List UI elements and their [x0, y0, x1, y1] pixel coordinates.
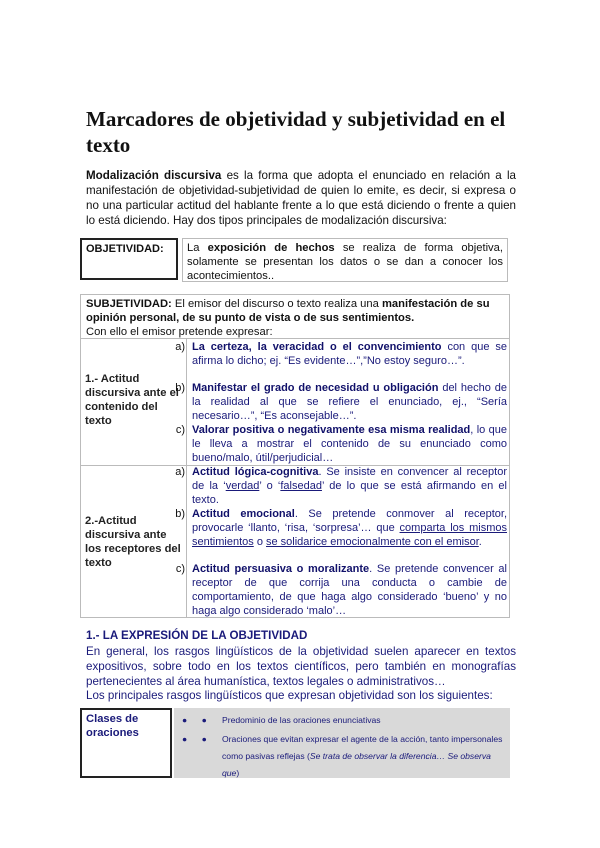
item-rest: . Se pretende convencer al receptor de que corrija una conducta o cambie de comportamiento, de que haga algo considerado ‘bueno’ y no haga algo considerado ‘malo’…	[192, 563, 507, 617]
intro-text: es la forma que adopta el enunciado en relación a la manifestación de objetividad-subjetividad de quien lo emite, es decir, si expresa o no una particular actitud del hablante frente a lo que está diciendo o frente a quien lo está diciendo. Hay dos tipos principales de modalización discursiva:	[86, 169, 517, 227]
row1-item-c	[171, 423, 507, 465]
item-rest: del hecho de la realidad al que se refiere el enunciado, ej., “Sería necesario…”, “Es aconsejable…”.	[192, 382, 507, 422]
item-text	[192, 562, 507, 618]
row2-label: 2.-Actitud discursiva ante los receptores del texto	[85, 515, 181, 569]
item-text	[192, 507, 507, 549]
clases-label: Clases de oraciones	[80, 708, 172, 778]
section-heading: 1.- LA EXPRESIÓN DE LA OBJETIVIDAD	[86, 629, 308, 642]
item-letter: a)	[175, 341, 185, 353]
item-letter: c)	[175, 563, 185, 575]
subjetividad-table	[80, 294, 510, 618]
row1-label: 1.- Actitud discursiva ante el contenido del texto	[85, 373, 179, 427]
underlined-term: comparta los mismos sentimientos	[192, 522, 507, 548]
item-text-part: ’ de lo que se está afirmando en el texto.	[192, 480, 507, 506]
subjetividad-bold: manifestación de su opinión personal, de su punto de vista o de sus sentimientos.	[86, 298, 490, 324]
subjetividad-header	[86, 297, 506, 339]
underlined-term: verdad	[225, 480, 260, 492]
item-text-part: . Se pretende conmover al receptor, provocarle ‘llanto, ‘risa, ‘sorpresa’… que	[192, 508, 507, 534]
item-text	[192, 340, 507, 368]
objetividad-definition	[182, 238, 508, 282]
bullet-text: Predominio de las oraciones enunciativas	[222, 715, 381, 725]
section-body-2: Los principales rasgos lingüísticos que expresan objetividad son los siguientes:	[86, 689, 493, 702]
item-bold: Valorar positiva o negativamente esa misma realidad	[192, 424, 471, 436]
bullet-text-end: )	[236, 768, 240, 778]
item-text	[192, 381, 507, 423]
objetividad-rest: se realiza de forma objetiva, solamente se presentan los datos o se dan a conocer los acontecimientos..	[187, 242, 503, 282]
section-body: En general, los rasgos lingüísticos de la objetividad suelen aparecer en textos expositivos, sobre todo en los textos científicos, pero también en monografías pertenecientes al área humanística, textos legales o administrativos…	[86, 645, 516, 688]
objetividad-bold: exposición de hechos	[207, 242, 335, 254]
subjetividad-text2: Con ello el emisor pretende expresar:	[86, 326, 273, 338]
intro-term: Modalización discursiva	[86, 169, 222, 182]
bullet-item	[182, 731, 510, 782]
item-text-part: .	[478, 536, 482, 548]
bullet-italic: Se trata de observar la diferencia… Se observa que	[222, 751, 491, 778]
item-bold: Actitud lógica-cognitiva	[192, 466, 319, 478]
item-bold: Actitud emocional	[192, 508, 295, 520]
clases-content	[174, 708, 510, 778]
bullet-icon: ● ●	[182, 715, 213, 725]
objetividad-pre: La	[187, 242, 208, 254]
bullet-text	[182, 731, 510, 782]
objetividad-label: OBJETIVIDAD:	[80, 238, 178, 280]
page-title: Marcadores de objetividad y subjetividad en el texto	[86, 107, 506, 157]
row2-item-c	[171, 562, 507, 618]
item-bold: Manifestar el grado de necesidad u obligación	[192, 382, 439, 394]
bullet-icon: ● ●	[182, 734, 213, 744]
row2-item-a	[171, 465, 507, 507]
row2-item-b	[171, 507, 507, 563]
underlined-term: se solidarice emocionalmente con el emisor	[266, 536, 479, 548]
intro-paragraph	[86, 168, 516, 228]
bullet-item	[182, 712, 510, 729]
item-letter: b)	[175, 382, 185, 394]
item-letter: c)	[175, 424, 185, 436]
item-letter: a)	[175, 466, 185, 478]
clases-box	[80, 708, 510, 778]
item-text-part: . Se insiste en convencer al receptor de la ‘	[192, 466, 507, 492]
objetividad-box	[80, 238, 508, 282]
row1-item-b	[171, 381, 507, 423]
item-bold: Actitud persuasiva o moralizante	[192, 563, 370, 575]
subjetividad-text1: El emisor del discurso o texto realiza una	[171, 298, 382, 310]
row1-item-a	[171, 340, 507, 382]
bullet-text-part: Oraciones que evitan expresar el agente de la acción, tanto impersonales como pasivas reflejas (	[222, 734, 503, 761]
item-text	[192, 423, 507, 465]
item-rest: , lo que le lleva a mostrar el contenido de su enunciado como bueno/malo, útil/perjudicial…	[192, 424, 507, 464]
item-bold: La certeza, la veracidad o el convencimiento	[192, 341, 442, 353]
item-text-part: ’ o ‘	[259, 480, 281, 492]
item-text-part: o	[253, 536, 266, 548]
underlined-term: falsedad	[280, 480, 322, 492]
item-letter: b)	[175, 508, 185, 520]
item-text	[192, 465, 507, 507]
subjetividad-label: SUBJETIVIDAD:	[86, 298, 172, 310]
row-divider	[81, 338, 509, 339]
item-rest: con que se afirma lo dicho; ej. “Es evidente…”,”No estoy seguro…”.	[192, 341, 507, 367]
